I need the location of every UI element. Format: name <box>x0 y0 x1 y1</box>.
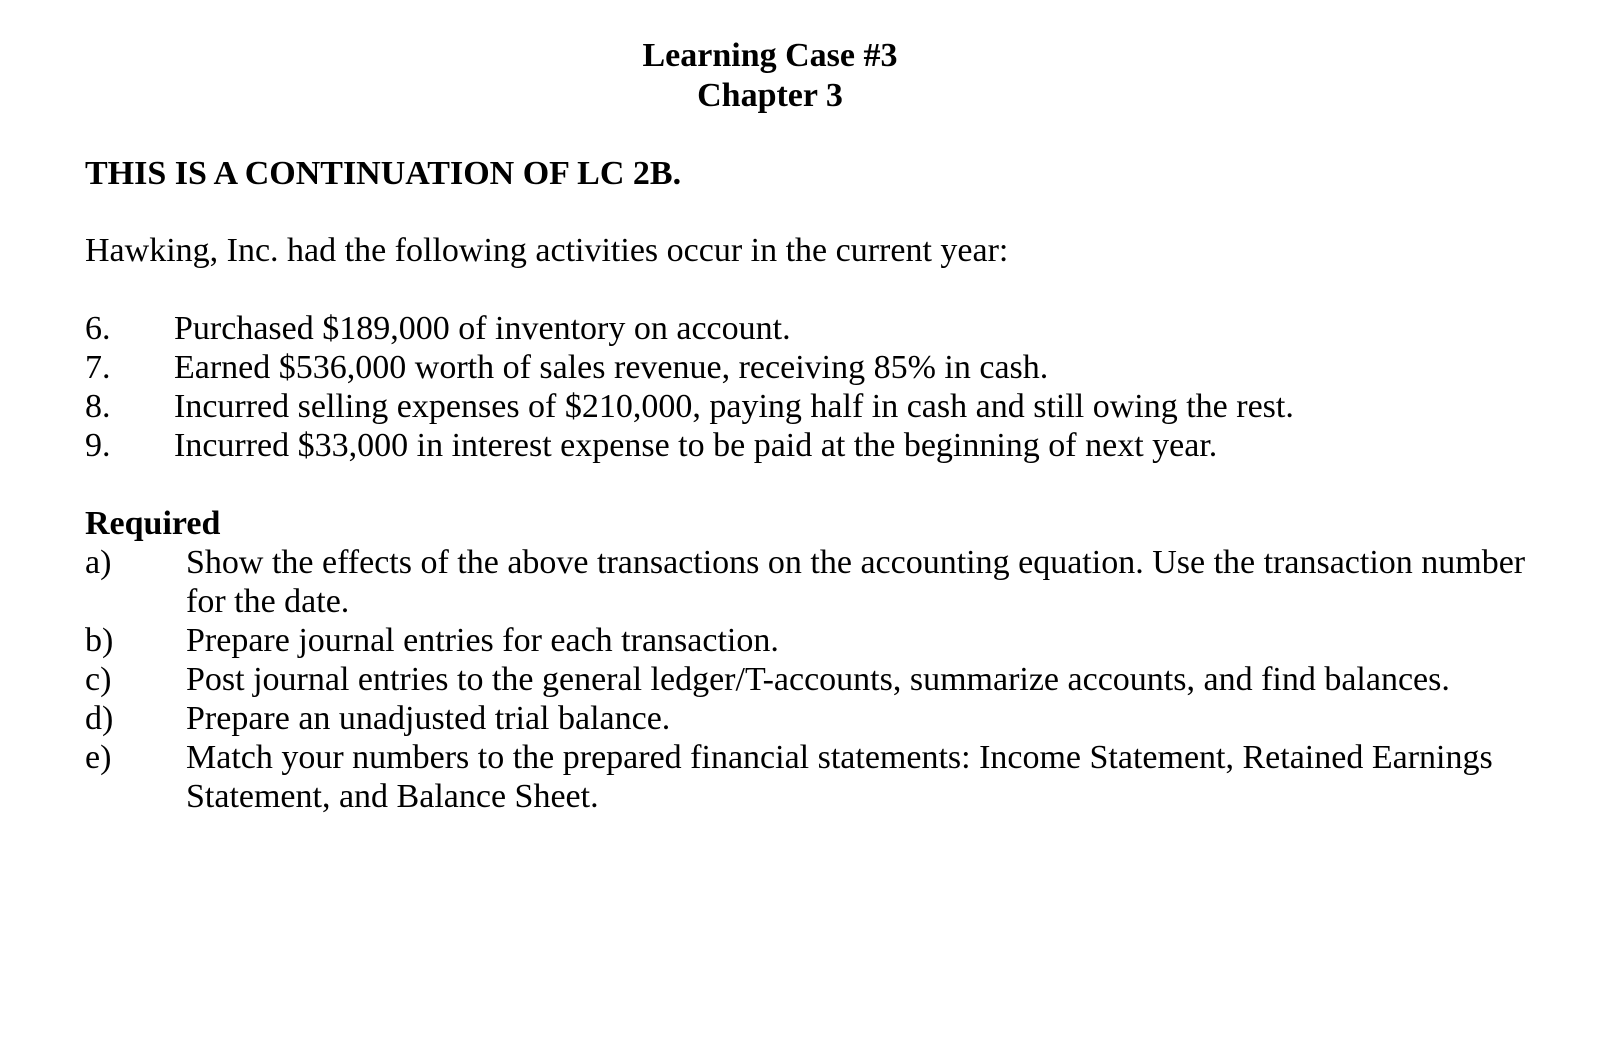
required-item-letter: e) <box>85 739 112 776</box>
required-item <box>85 660 1555 699</box>
transaction-text: Incurred selling expenses of $210,000, paying half in cash and still owing the rest. <box>174 388 1294 425</box>
required-heading: Required <box>85 505 221 542</box>
required-list <box>85 543 1555 816</box>
required-item-text: Match your numbers to the prepared financial statements: Income Statement, Retained Earnings Statement, and Balance Sheet. <box>186 739 1493 815</box>
transaction-text: Earned $536,000 worth of sales revenue, receiving 85% in cash. <box>174 349 1049 386</box>
required-item <box>85 621 1555 660</box>
chapter-title: Chapter 3 <box>697 77 843 114</box>
continuation-note: THIS IS A CONTINUATION OF LC 2B. <box>85 155 682 192</box>
required-item-text: Prepare an unadjusted trial balance. <box>186 700 671 737</box>
transaction-item <box>85 387 1294 426</box>
transaction-item <box>85 309 1294 348</box>
required-item-letter: a) <box>85 544 112 581</box>
required-item-letter: d) <box>85 700 114 737</box>
required-item-letter: b) <box>85 622 114 659</box>
required-item-text: Show the effects of the above transactions on the accounting equation. Use the transaction number for the date. <box>186 544 1526 620</box>
transaction-number: 7. <box>85 349 111 386</box>
transaction-text: Incurred $33,000 in interest expense to be paid at the beginning of next year. <box>174 427 1218 464</box>
required-item-text: Prepare journal entries for each transaction. <box>186 622 779 659</box>
transaction-number: 6. <box>85 310 111 347</box>
intro-paragraph: Hawking, Inc. had the following activities occur in the current year: <box>85 232 1009 269</box>
transaction-item <box>85 348 1294 387</box>
transaction-number: 8. <box>85 388 111 425</box>
transaction-list <box>85 309 1294 465</box>
title-block <box>0 36 1540 116</box>
required-item <box>85 699 1555 738</box>
required-item-text: Post journal entries to the general ledger/T-accounts, summarize accounts, and find balances. <box>186 661 1450 698</box>
required-item <box>85 543 1555 621</box>
transaction-number: 9. <box>85 427 111 464</box>
transaction-text: Purchased $189,000 of inventory on account. <box>174 310 791 347</box>
required-item <box>85 738 1555 816</box>
required-item-letter: c) <box>85 661 112 698</box>
page-title: Learning Case #3 <box>642 37 898 74</box>
transaction-item <box>85 426 1294 465</box>
